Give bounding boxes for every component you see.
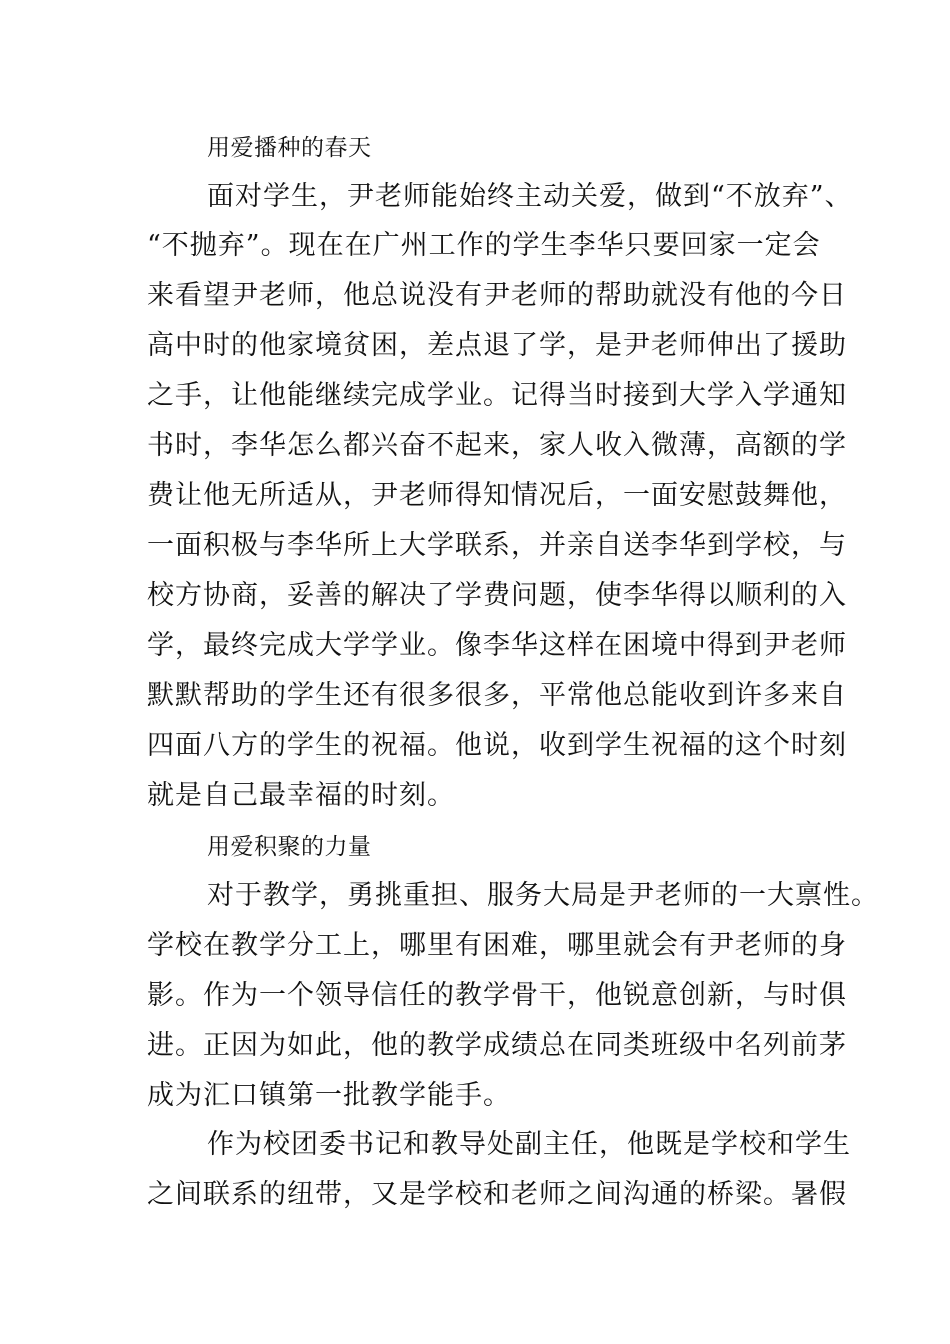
text-line: 影。作为一个领导信任的教学骨干，他锐意创新，与时俱: [147, 980, 847, 1011]
section-heading-power: 用爱积聚的力量: [207, 834, 372, 860]
text-line: 学校在教学分工上，哪里有困难，哪里就会有尹老师的身: [147, 930, 847, 961]
section-heading-spring: 用爱播种的春天: [207, 135, 372, 161]
text-line: 对于教学，勇挑重担、服务大局是尹老师的一大禀性。: [207, 880, 879, 911]
text-line: 一面积极与李华所上大学联系，并亲自送李华到学校，与: [147, 530, 847, 561]
text-line: 默默帮助的学生还有很多很多，平常他总能收到许多来自: [147, 680, 847, 711]
text-line: 之手，让他能继续完成学业。记得当时接到大学入学通知: [147, 380, 847, 411]
text-line: 之间联系的纽带，又是学校和老师之间沟通的桥梁。暑假: [147, 1179, 847, 1210]
text-line: 就是自己最幸福的时刻。: [147, 780, 455, 811]
text-line: 费让他无所适从，尹老师得知情况后，一面安慰鼓舞他，: [147, 480, 847, 511]
text-line: 高中时的他家境贫困，差点退了学，是尹老师伸出了援助: [147, 330, 847, 361]
text-line: 进。正因为如此，他的教学成绩总在同类班级中名列前茅: [147, 1030, 847, 1061]
text-line: 学，最终完成大学学业。像李华这样在困境中得到尹老师: [147, 630, 847, 661]
text-line: 书时，李华怎么都兴奋不起来，家人收入微薄，高额的学: [147, 430, 847, 461]
text-line: 校方协商，妥善的解决了学费问题，使李华得以顺利的入: [147, 580, 847, 611]
text-line: 四面八方的学生的祝福。他说，收到学生祝福的这个时刻: [147, 730, 847, 761]
text-line: 来看望尹老师，他总说没有尹老师的帮助就没有他的今日: [147, 280, 847, 311]
text-line: 面对学生，尹老师能始终主动关爱，做到“不放弃”、: [207, 181, 853, 212]
text-line: 作为校团委书记和教导处副主任，他既是学校和学生: [207, 1129, 851, 1160]
text-line: “不抛弃”。现在在广州工作的学生李华只要回家一定会: [147, 230, 821, 261]
text-line: 成为汇口镇第一批教学能手。: [147, 1080, 511, 1111]
